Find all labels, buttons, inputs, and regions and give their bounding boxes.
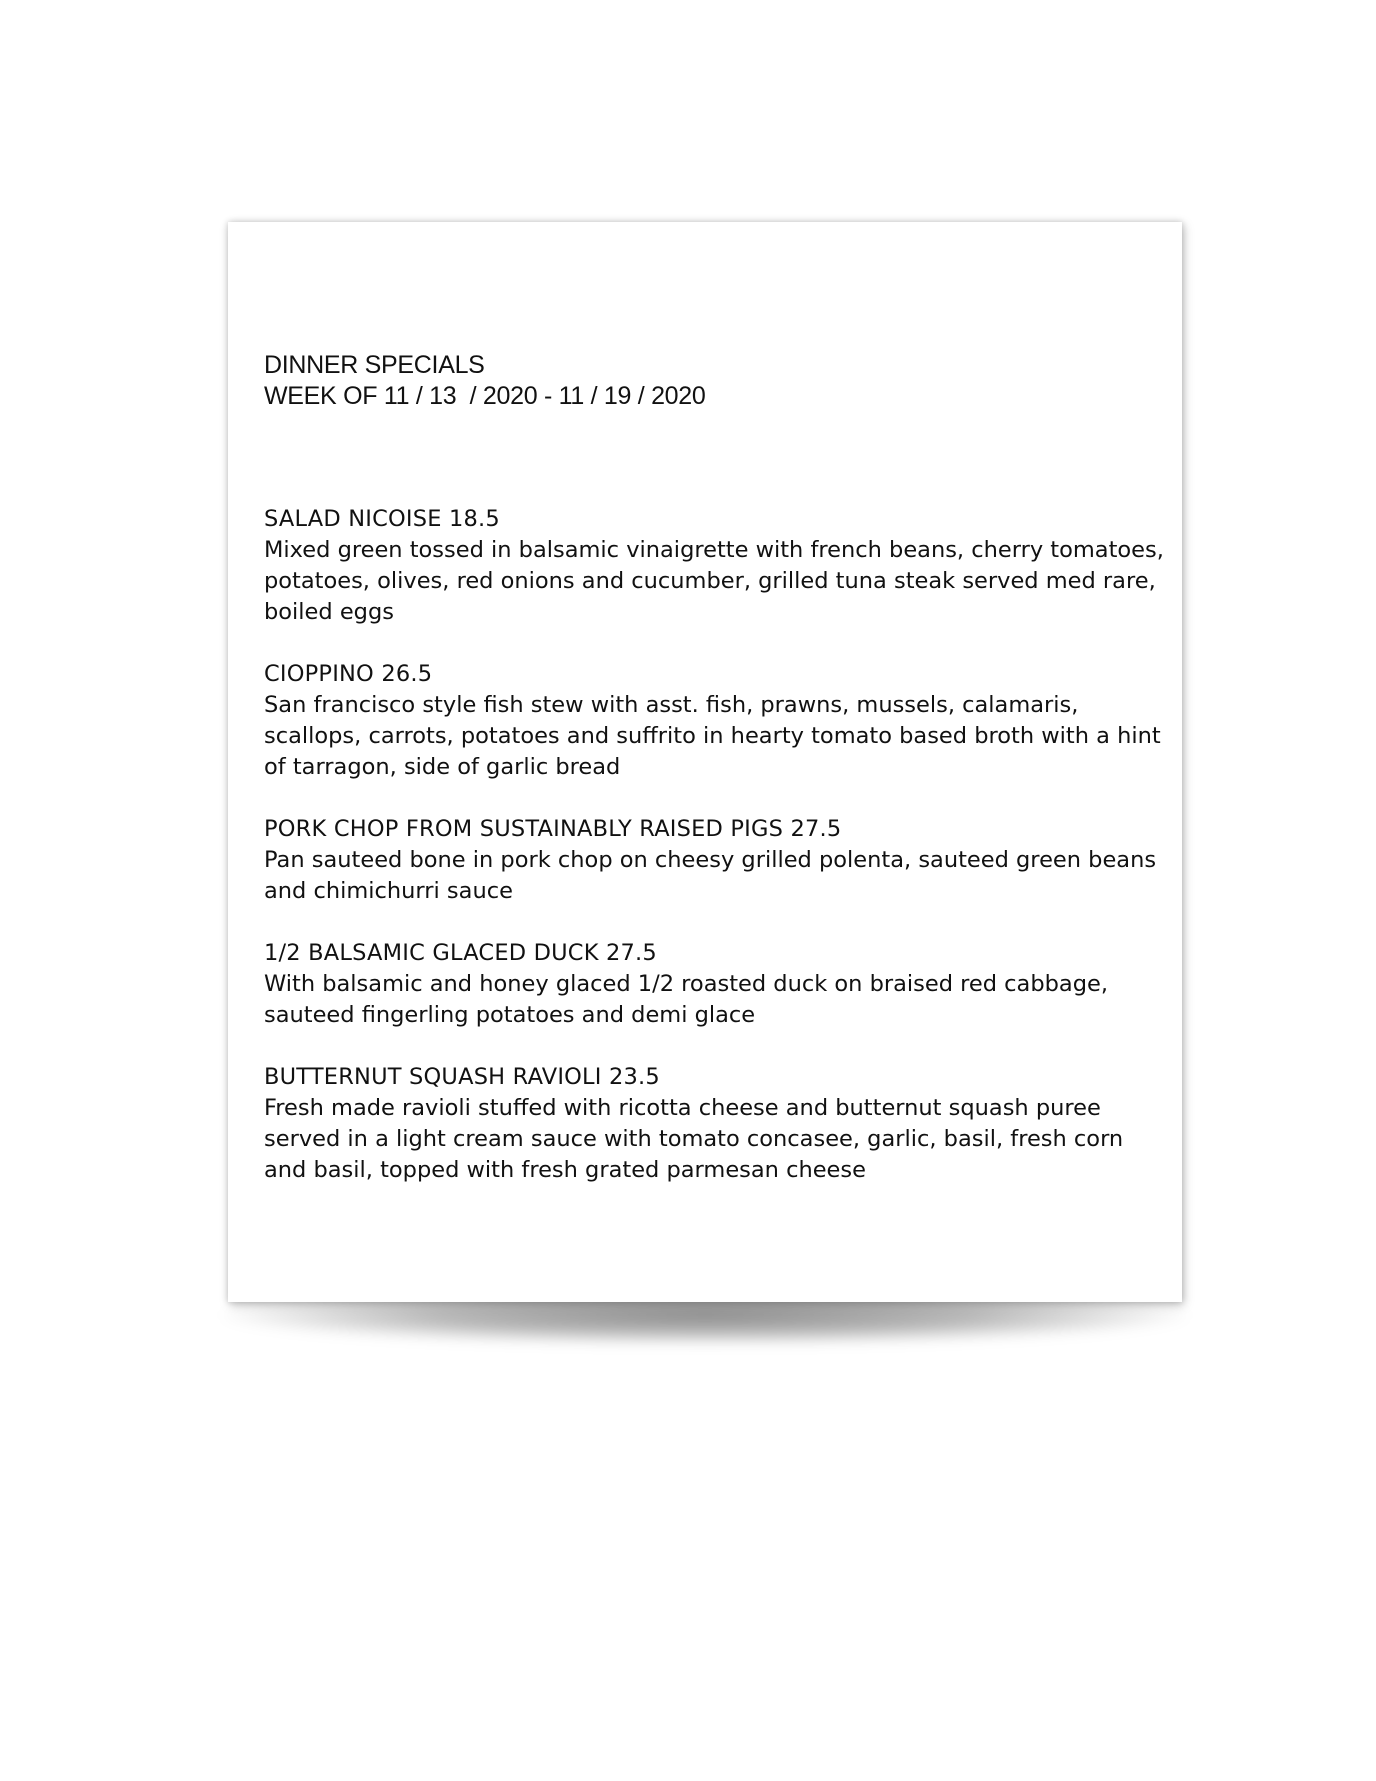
menu-item-title: BUTTERNUT SQUASH RAVIOLI 23.5: [264, 1064, 660, 1090]
menu-item-description: Pan sauteed bone in pork chop on cheesy grilled polenta, sauteed green beans and chimichurri sauce: [264, 847, 1157, 904]
menu-item: [264, 938, 1164, 1031]
menu-item: [264, 814, 1164, 907]
menu-item-title: PORK CHOP FROM SUSTAINABLY RAISED PIGS 27.5: [264, 816, 842, 842]
menu-item-description: Mixed green tossed in balsamic vinaigrette with french beans, cherry tomatoes, potatoes, olives, red onions and cucumber, grilled tuna steak served med rare, boiled eggs: [264, 537, 1164, 625]
menu-heading: [264, 350, 706, 412]
menu-item-title: CIOPPINO 26.5: [264, 661, 433, 687]
menu-card: [228, 222, 1182, 1302]
menu-item-title: 1/2 BALSAMIC GLACED DUCK 27.5: [264, 940, 657, 966]
menu-item-description: With balsamic and honey glaced 1/2 roasted duck on braised red cabbage, sauteed fingerling potatoes and demi glace: [264, 971, 1108, 1028]
menu-week: WEEK OF 11 / 13 / 2020 - 11 / 19 / 2020: [264, 382, 706, 410]
menu-item-description: San francisco style fish stew with asst. fish, prawns, mussels, calamaris, scallops, carrots, potatoes and suffrito in hearty tomato based broth with a hint of tarragon, side of garlic bread: [264, 692, 1161, 780]
menu-items: [264, 504, 1164, 1217]
menu-item-description: Fresh made ravioli stuffed with ricotta cheese and butternut squash puree served in a light cream sauce with tomato concasee, garlic, basil, fresh corn and basil, topped with fresh grated parmesan cheese: [264, 1095, 1124, 1183]
menu-item: [264, 1062, 1164, 1186]
menu-item-title: SALAD NICOISE 18.5: [264, 506, 500, 532]
menu-title: DINNER SPECIALS: [264, 351, 485, 379]
menu-item: [264, 659, 1164, 783]
menu-item: [264, 504, 1164, 628]
